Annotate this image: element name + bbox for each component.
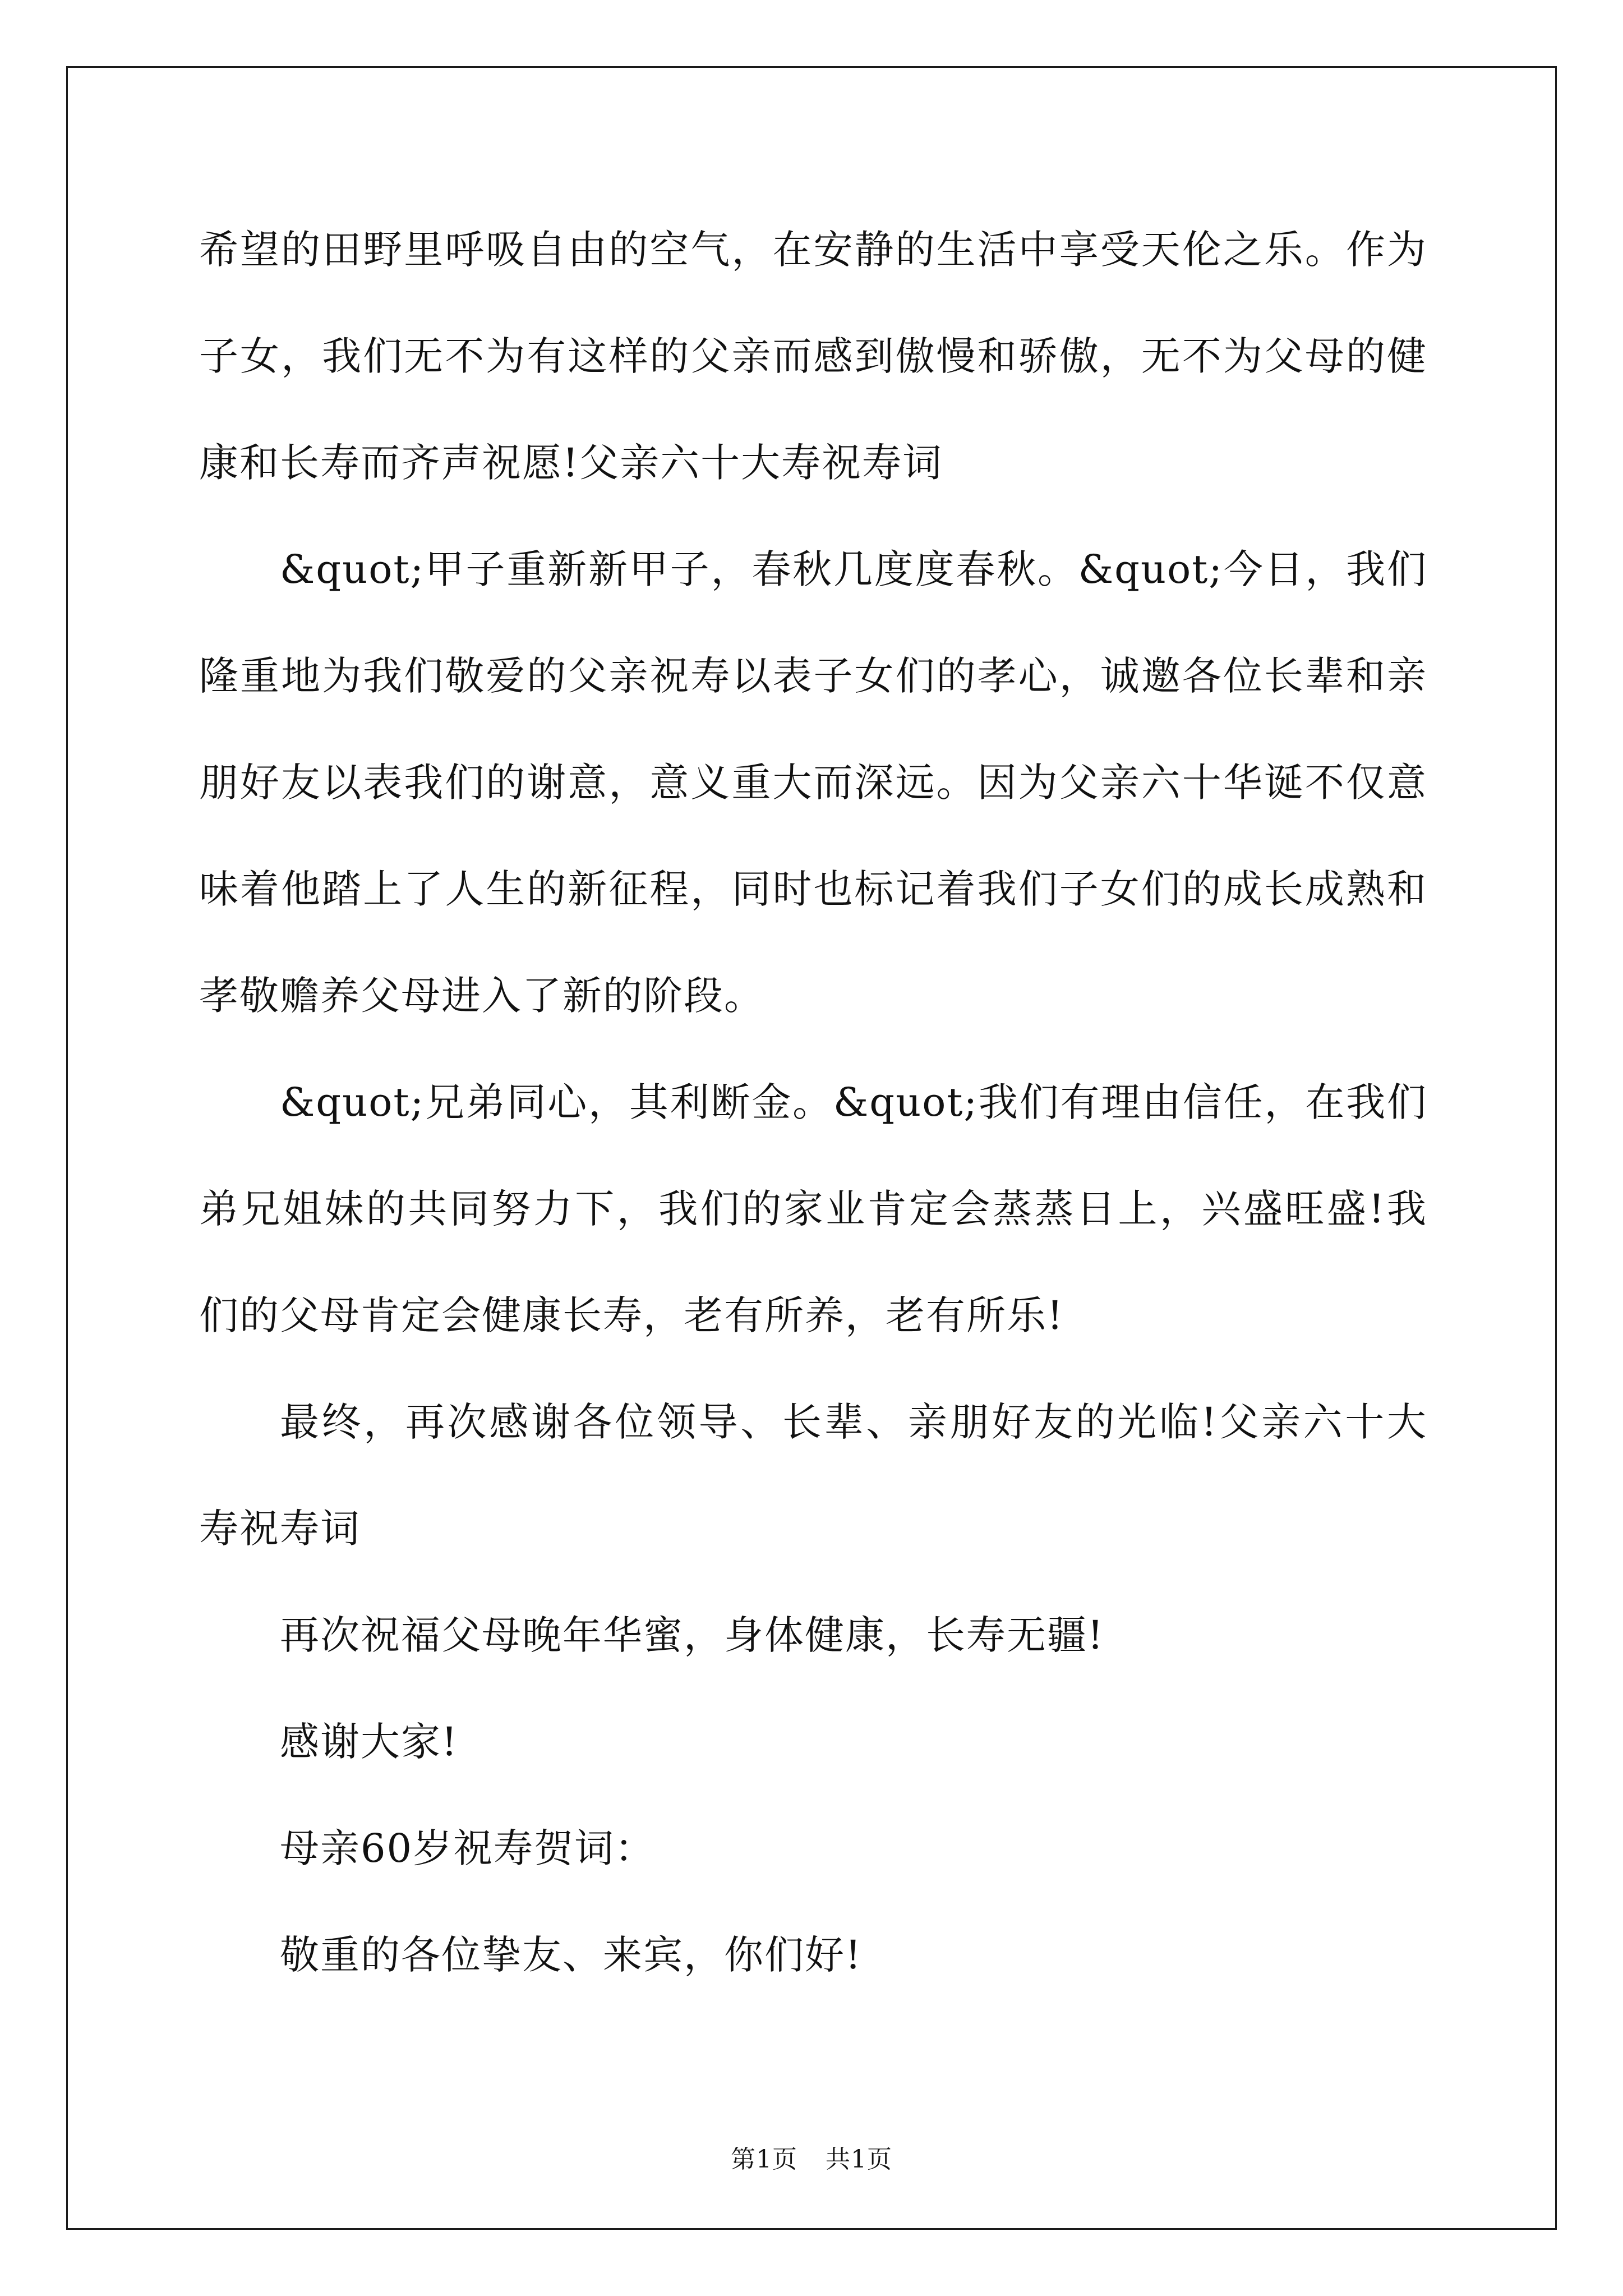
- paragraph: 希望的田野里呼吸自由的空气，在安静的生活中享受天伦之乐。作为子女，我们无不为有这样的父亲而感到傲慢和骄傲，无不为父母的健康和长寿而齐声祝愿!父亲六十大寿祝寿词: [199, 227, 1427, 486]
- page-total: 共1页: [826, 2145, 892, 2174]
- paragraph: 敬重的各位挚友、来宾，你们好!: [280, 1932, 863, 1978]
- paragraph: 再次祝福父母晚年华蜜，身体健康，长寿无疆!: [280, 1612, 1105, 1658]
- paragraph: 母亲60岁祝寿贺词：: [280, 1825, 656, 1871]
- paragraph: &quot;兄弟同心，其利断金。&quot;我们有理由信任，在我们弟兄姐妹的共同努力下，我们的家业肯定会蒸蒸日上，兴盛旺盛!我们的父母肯定会健康长寿，老有所养，老有所乐!: [199, 1079, 1427, 1338]
- paragraph: 感谢大家!: [280, 1719, 459, 1765]
- page-footer: [0, 2143, 1623, 2177]
- document-body: [199, 196, 1427, 2008]
- paragraph: &quot;甲子重新新甲子，春秋几度度春秋。&quot;今日，我们隆重地为我们敬爱的父亲祝寿以表子女们的孝心，诚邀各位长辈和亲朋好友以表我们的谢意，意义重大而深远。因为父亲六十华诞不仅意味着他踏上了人生的新征程，同时也标记着我们子女们的成长成熟和孝敬赡养父母进入了新的阶段。: [199, 546, 1427, 1019]
- paragraph: 最终，再次感谢各位领导、长辈、亲朋好友的光临!父亲六十大寿祝寿词: [199, 1399, 1427, 1552]
- page-number: 第1页: [731, 2145, 797, 2174]
